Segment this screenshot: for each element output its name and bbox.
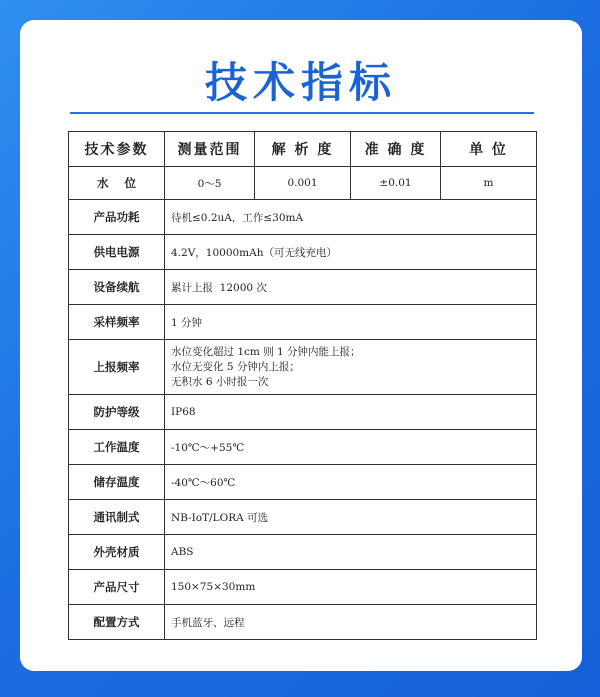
row-value: -10℃～+55℃ <box>165 430 537 465</box>
header-unit: 单 位 <box>441 132 537 167</box>
report-line: 水位无变化 5 分钟内上报； <box>171 360 300 373</box>
row-value: 累计上报 12000 次 <box>165 270 537 305</box>
table-row <box>69 395 537 430</box>
table-row <box>69 235 537 270</box>
row-label: 通讯制式 <box>69 500 165 535</box>
row-label: 设备续航 <box>69 270 165 305</box>
water-resolution: 0.001 <box>255 167 351 200</box>
table-row <box>69 270 537 305</box>
row-value: -40℃～60℃ <box>165 465 537 500</box>
row-value: NB-IoT/LORA 可选 <box>165 500 537 535</box>
water-unit: m <box>441 167 537 200</box>
table-row <box>69 570 537 605</box>
header-accuracy: 准 确 度 <box>351 132 441 167</box>
row-value: IP68 <box>165 395 537 430</box>
table-row <box>69 465 537 500</box>
row-value: 1 分钟 <box>165 305 537 340</box>
header-range: 测量范围 <box>165 132 255 167</box>
row-label: 外壳材质 <box>69 535 165 570</box>
row-label: 供电电源 <box>69 235 165 270</box>
row-label: 上报频率 <box>69 340 165 395</box>
spec-table <box>68 131 537 640</box>
row-value: 150×75×30mm <box>165 570 537 605</box>
table-row <box>69 305 537 340</box>
row-value: ABS <box>165 535 537 570</box>
water-range: 0～5 <box>165 167 255 200</box>
row-label: 采样频率 <box>69 305 165 340</box>
row-label: 防护等级 <box>69 395 165 430</box>
title-divider <box>70 112 534 114</box>
table-row <box>69 340 537 395</box>
table-row <box>69 430 537 465</box>
row-label: 水 位 <box>69 167 165 200</box>
table-row-water-level <box>69 167 537 200</box>
row-value: 待机≤0.2uA，工作≤30mA <box>165 200 537 235</box>
row-label: 工作温度 <box>69 430 165 465</box>
header-resolution: 解 析 度 <box>255 132 351 167</box>
table-row <box>69 535 537 570</box>
spec-card <box>20 20 582 671</box>
page-title: 技术指标 <box>204 58 397 107</box>
row-label: 产品尺寸 <box>69 570 165 605</box>
row-label: 产品功耗 <box>69 200 165 235</box>
table-row <box>69 200 537 235</box>
row-value-multiline <box>165 340 537 395</box>
row-value: 手机蓝牙、远程 <box>165 605 537 640</box>
row-label: 配置方式 <box>69 605 165 640</box>
table-header-row <box>69 132 537 167</box>
row-label: 储存温度 <box>69 465 165 500</box>
table-row <box>69 500 537 535</box>
report-line: 水位变化超过 1cm 则 1 分钟内能上报； <box>171 345 361 358</box>
water-accuracy: ±0.01 <box>351 167 441 200</box>
header-param: 技术参数 <box>69 132 165 167</box>
report-line: 无积水 6 小时报一次 <box>171 375 269 388</box>
table-row <box>69 605 537 640</box>
row-value: 4.2V，10000mAh（可无线充电） <box>165 235 537 270</box>
